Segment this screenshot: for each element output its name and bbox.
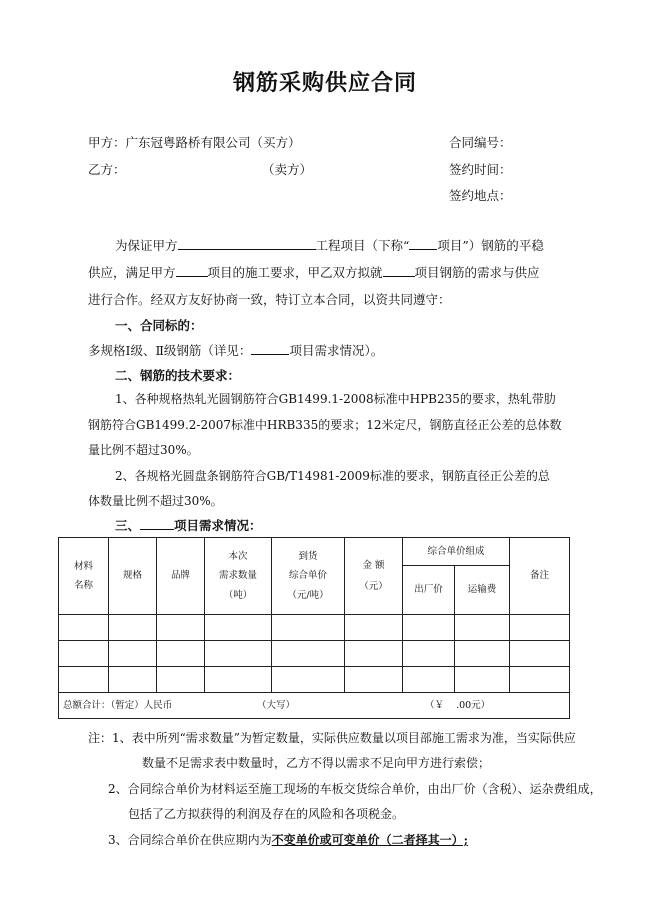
note-2-line-1: 2、合同综合单价为材料运至施工现场的车板交货综合单价，由出厂价（含税）、运杂费组成，: [108, 782, 602, 796]
header-remark: 备注: [510, 538, 570, 615]
intro-line-2: 供应，满足甲方 项目的施工要求，甲乙双方拟就 项目钢筋的需求与供应: [88, 265, 540, 280]
header-amount: 金 额 （元）: [345, 538, 403, 615]
project-blank: [140, 516, 174, 530]
section-2-p1-line-2: 钢筋符合GB1499.2-2007标准中HRB335的要求；12米定尺，钢筋直径正公差的总体数: [88, 418, 562, 432]
table-row: [59, 667, 570, 693]
section-1-title: 一、合同标的：: [115, 318, 203, 333]
party-b-role: （卖方）: [262, 162, 313, 177]
party-a: 甲方：广东冠粤路桥有限公司（买方）: [88, 135, 301, 150]
section-2-p2-line-2: 体数量比例不超过30%。: [88, 494, 223, 508]
document-title: 钢筋采购供应合同: [232, 71, 417, 96]
header-unit-price: 到货 综合单价 （元/吨）: [272, 538, 345, 615]
header-unit-price-composition: 综合单价组成: [403, 538, 510, 566]
header-material: 材料 名称: [59, 538, 109, 615]
header-freight: 运输费: [455, 566, 510, 615]
project-blank: [178, 236, 316, 250]
table-row: [59, 615, 570, 641]
section-3-title: 三、 项目需求情况：: [115, 518, 262, 533]
project-blank: [176, 263, 208, 277]
intro-line-1: 为保证甲方 工程项目（下称“ 项目”）钢筋的平稳: [115, 238, 544, 253]
header-spec: 规格: [109, 538, 157, 615]
total-yen: （￥ .00元）: [425, 700, 491, 711]
table-row: [59, 641, 570, 667]
header-quantity: 本次 需求数量 （吨）: [205, 538, 272, 615]
section-2-title: 二、钢筋的技术要求：: [115, 368, 241, 383]
project-blank: [383, 263, 415, 277]
contract-number-label: 合同编号：: [449, 135, 512, 150]
project-blank: [251, 341, 289, 355]
header-brand: 品牌: [157, 538, 205, 615]
note-1-line-2: 数量不足需求表中数量时，乙方不得以需求不足向甲方进行索偿；: [142, 756, 491, 770]
sign-time-label: 签约时间：: [449, 162, 512, 177]
section-1-body: 多规格Ⅰ级、Ⅱ级钢筋（详见： 项目需求情况）。: [88, 343, 384, 358]
sign-place-label: 签约地点：: [449, 188, 512, 203]
total-row: [59, 693, 570, 719]
project-short-blank: [409, 236, 437, 250]
section-2-p1-line-1: 1、各种规格热轧光圆钢筋符合GB1499.1-2008标准中HPB235的要求，热轧带肋: [115, 392, 556, 406]
note-1-line-1: 注：1、表中所列“需求数量”为暂定数量，实际供应数量以项目部施工需求为准，当实际供应: [88, 731, 576, 745]
intro-line-3: 进行合作。经双方友好协商一致，特订立本合同，以资共同遵守：: [88, 292, 451, 307]
party-b-label: 乙方：: [88, 162, 126, 177]
section-2-p1-line-3: 量比例不超过30%。: [88, 443, 199, 457]
section-2-p2-line-1: 2、各规格光圆盘条钢筋符合GB/T14981-2009标准的要求，钢筋直径正公差的总: [115, 469, 550, 483]
note-2-line-2: 包括了乙方拟获得的利润及存在的风险和各项税金。: [128, 807, 405, 821]
total-label: 总额合计：（暂定）人民币: [63, 700, 173, 711]
total-upper: （大写）: [257, 700, 296, 711]
demand-table: [58, 537, 570, 719]
header-factory-price: 出厂价: [403, 566, 455, 615]
note-3: 3、合同综合单价在供应期内为不变单价或可变单价（二者择其一）;: [108, 833, 469, 847]
